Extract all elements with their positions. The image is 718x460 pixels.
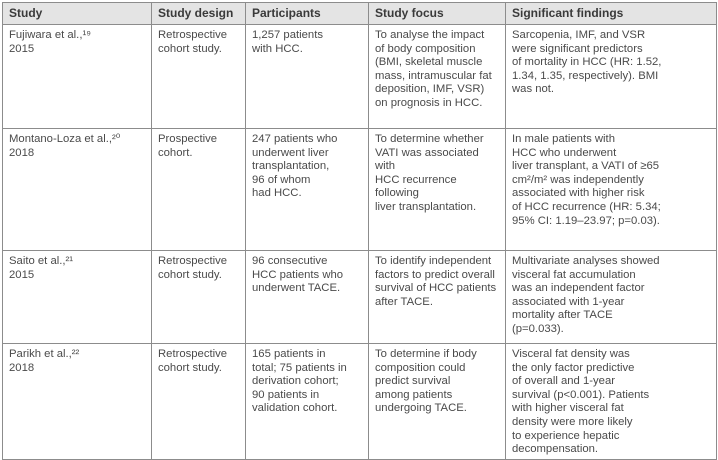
cell-participants: 1,257 patients with HCC. <box>246 25 369 129</box>
header-participants: Participants <box>246 3 369 25</box>
cell-significant-findings: Visceral fat density was the only factor predictive of overall and 1-year survival (p<0.001). Patients with higher visceral fat density were more likely to experience hepatic decompensation. <box>506 344 717 460</box>
cell-significant-findings: Multivariate analyses showed visceral fat accumulation was an independent factor associated with 1-year mortality after TACE (p=0.033). <box>506 251 717 344</box>
table-row <box>3 251 717 344</box>
cell-study-design: Retrospective cohort study. <box>152 25 246 129</box>
cell-study-focus: To identify independent factors to predict overall survival of HCC patients after TACE. <box>369 251 506 344</box>
header-significant-findings: Significant findings <box>506 3 717 25</box>
cell-significant-findings: In male patients with HCC who underwent liver transplant, a VATI of ≥65 cm²/m² was independently associated with higher risk of HCC recurrence (HR: 5.34; 95% CI: 1.19–23.97; p=0.03). <box>506 129 717 251</box>
cell-study: Parikh et al.,²² 2018 <box>3 344 152 460</box>
table-row <box>3 129 717 251</box>
table-row <box>3 25 717 129</box>
cell-study-focus: To analyse the impact of body composition (BMI, skeletal muscle mass, intramuscular fat deposition, IMF, VSR) on prognosis in HCC. <box>369 25 506 129</box>
cell-study: Fujiwara et al.,¹⁹ 2015 <box>3 25 152 129</box>
cell-study: Saito et al.,²¹ 2015 <box>3 251 152 344</box>
header-study-design: Study design <box>152 3 246 25</box>
cell-participants: 96 consecutive HCC patients who underwent TACE. <box>246 251 369 344</box>
header-study: Study <box>3 3 152 25</box>
cell-participants: 247 patients who underwent liver transplantation, 96 of whom had HCC. <box>246 129 369 251</box>
header-study-focus: Study focus <box>369 3 506 25</box>
cell-study-focus: To determine if body composition could predict survival among patients undergoing TACE. <box>369 344 506 460</box>
cell-participants: 165 patients in total; 75 patients in derivation cohort; 90 patients in validation cohort. <box>246 344 369 460</box>
cell-significant-findings: Sarcopenia, IMF, and VSR were significant predictors of mortality in HCC (HR: 1.52, 1.34, 1.35, respectively). BMI was not. <box>506 25 717 129</box>
table-row <box>3 344 717 460</box>
cell-study-design: Retrospective cohort study. <box>152 251 246 344</box>
table-header-row <box>3 3 717 25</box>
cell-study-design: Prospective cohort. <box>152 129 246 251</box>
cell-study-focus: To determine whether VATI was associated with HCC recurrence following liver transplantation. <box>369 129 506 251</box>
cell-study: Montano-Loza et al.,²⁰ 2018 <box>3 129 152 251</box>
studies-table <box>2 2 717 460</box>
cell-study-design: Retrospective cohort study. <box>152 344 246 460</box>
